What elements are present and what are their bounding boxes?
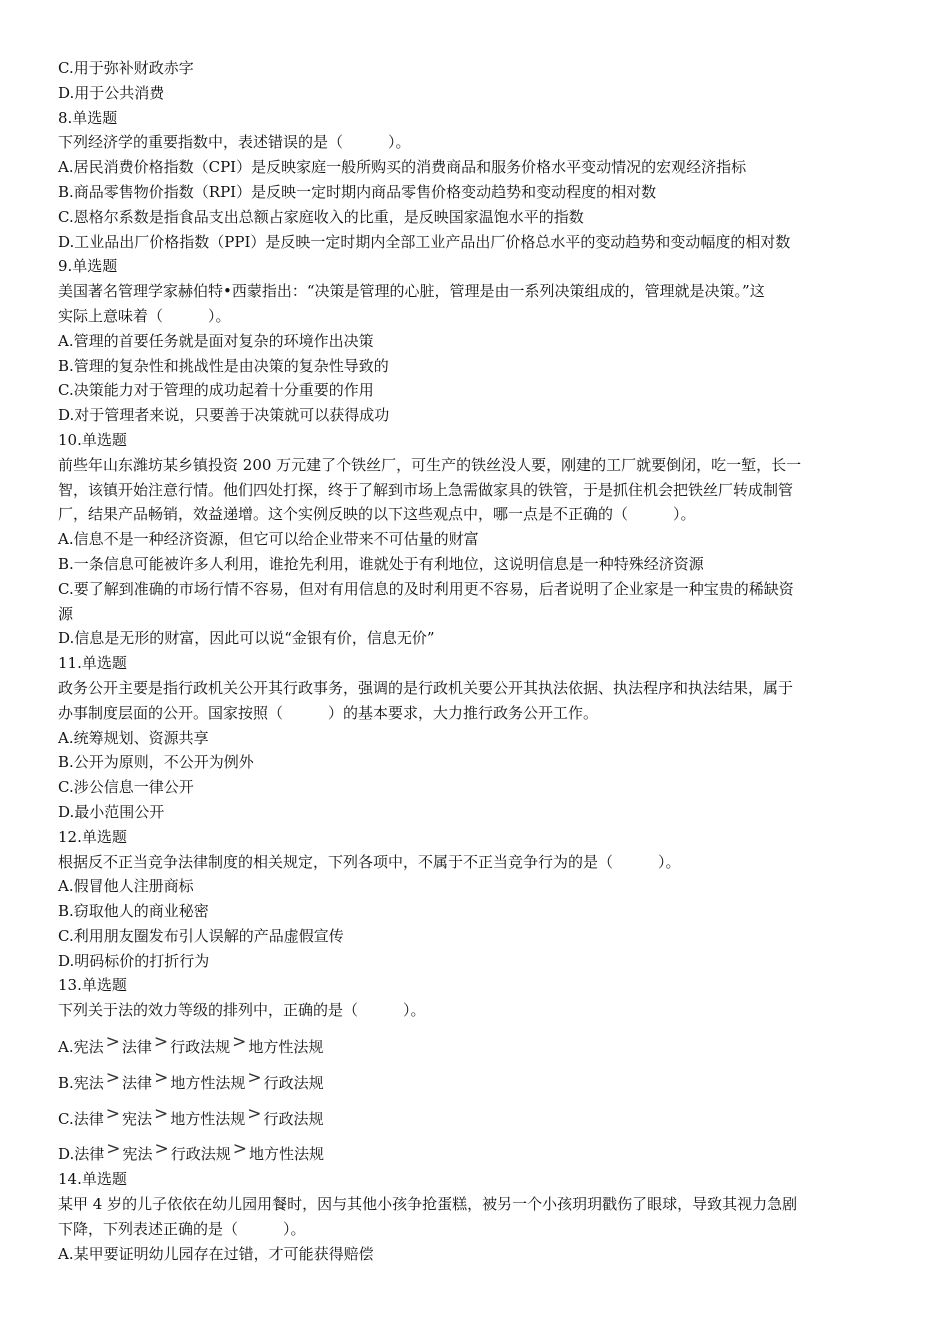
option-a: A.假冒他人注册商标 xyxy=(58,877,194,896)
question-header: 8.单选题 xyxy=(58,108,118,127)
option-b: B.管理的复杂性和挑战性是由决策的复杂性导致的 xyxy=(58,356,389,375)
option-d: D.信息是无形的财富，因此可以说“金银有价，信息无价” xyxy=(58,629,435,648)
option-c: C.利用朋友圈发布引人误解的产品虚假宣传 xyxy=(58,926,344,945)
greater-than-symbol: > xyxy=(154,1139,169,1160)
question-13 xyxy=(58,973,888,1167)
option-c-line-2: 源 xyxy=(58,604,74,623)
question-header: 11.单选题 xyxy=(58,654,127,673)
greater-than-symbol: > xyxy=(105,1103,120,1124)
question-12 xyxy=(58,825,888,974)
option-term: 宪法 xyxy=(122,1145,153,1164)
option-term: 宪法 xyxy=(121,1109,152,1128)
option-term: 地方性法规 xyxy=(170,1073,246,1092)
option-term: D.法律 xyxy=(58,1145,105,1164)
option-term: 地方性法规 xyxy=(249,1145,325,1164)
option-d: D.对于管理者来说，只要善于决策就可以获得成功 xyxy=(58,406,390,425)
question-10 xyxy=(58,428,888,651)
question-stem: 下列关于法的效力等级的排列中，正确的是（ ）。 xyxy=(58,1001,426,1020)
option-c xyxy=(58,1103,888,1132)
question-header: 14.单选题 xyxy=(58,1170,127,1189)
greater-than-symbol: > xyxy=(105,1067,121,1088)
option-d: D.用于公共消费 xyxy=(58,83,165,102)
greater-than-symbol: > xyxy=(105,1032,120,1053)
greater-than-symbol: > xyxy=(153,1103,169,1124)
option-term: 地方性法规 xyxy=(170,1109,246,1128)
greater-than-symbol: > xyxy=(232,1032,247,1053)
greater-than-symbol: > xyxy=(154,1067,169,1088)
option-d xyxy=(58,1139,888,1167)
question-header: 10.单选题 xyxy=(58,430,127,449)
greater-than-symbol: > xyxy=(247,1067,262,1088)
option-term: B.宪法 xyxy=(58,1073,104,1092)
option-a: A.管理的首要任务就是面对复杂的环境作出决策 xyxy=(58,331,374,350)
option-b: B.一条信息可能被许多人利用，谁抢先利用，谁就处于有利地位，这说明信息是一种特殊经济资源 xyxy=(58,554,704,573)
option-c: C.涉公信息一律公开 xyxy=(58,778,194,797)
greater-than-symbol: > xyxy=(247,1103,262,1124)
question-header: 13.单选题 xyxy=(58,976,127,995)
question-stem-line-1: 前些年山东潍坊某乡镇投资 200 万元建了个铁丝厂，可生产的铁丝没人要，刚建的工厂就要倒闭，吃一堑，长一 xyxy=(58,455,802,474)
question-stem-line-3: 厂，结果产品畅销，效益递增。这个实例反映的以下这些观点中，哪一点是不正确的（ ）。 xyxy=(58,505,696,524)
option-term: 行政法规 xyxy=(263,1073,324,1092)
option-c-line-1: C.要了解到准确的市场行情不容易，但对有用信息的及时利用更不容易，后者说明了企业家是一种宝贵的稀缺资 xyxy=(58,579,794,598)
option-term: 法律 xyxy=(122,1073,153,1092)
question-14 xyxy=(58,1167,888,1266)
option-term: A.宪法 xyxy=(58,1038,104,1057)
question-stem-line-2: 办事制度层面的公开。国家按照（ ）的基本要求，大力推行政务公开工作。 xyxy=(58,703,599,722)
option-term: 行政法规 xyxy=(170,1145,231,1164)
question-header: 9.单选题 xyxy=(58,257,118,276)
option-d: D.明码标价的打折行为 xyxy=(58,951,210,970)
option-a: A.信息不是一种经济资源，但它可以给企业带来不可估量的财富 xyxy=(58,530,479,549)
question-stem-line-2: 实际上意味着（ ）。 xyxy=(58,306,231,325)
option-c: C.决策能力对于管理的成功起着十分重要的作用 xyxy=(58,381,374,400)
option-b xyxy=(58,1067,888,1096)
option-term: 行政法规 xyxy=(263,1109,324,1128)
question-stem-line-1: 美国著名管理学家赫伯特•西蒙指出：“决策是管理的心脏，管理是由一系列决策组成的，管理就是决策。”这 xyxy=(58,282,765,301)
greater-than-symbol: > xyxy=(232,1139,248,1160)
question-stem: 下列经济学的重要指数中，表述错误的是（ ）。 xyxy=(58,133,411,152)
question-stem-line-1: 某甲 4 岁的儿子依依在幼儿园用餐时，因与其他小孩争抢蛋糕，被另一个小孩玥玥戳伤了眼球，导致其视力急剧 xyxy=(58,1195,798,1214)
option-term: C.法律 xyxy=(58,1109,104,1128)
option-d: D.工业品出厂价格指数（PPI）是反映一定时期内全部工业产品出厂价格总水平的变动趋势和变动幅度的相对数 xyxy=(58,232,791,251)
option-term: 地方性法规 xyxy=(248,1038,324,1057)
option-term: 行政法规 xyxy=(170,1038,231,1057)
question-stem-line-2: 下降，下列表述正确的是（ ）。 xyxy=(58,1219,306,1238)
option-a: A.某甲要证明幼儿园存在过错，才可能获得赔偿 xyxy=(58,1244,374,1263)
question-header: 12.单选题 xyxy=(58,827,127,846)
greater-than-symbol: > xyxy=(153,1032,169,1053)
question-stem: 根据反不正当竞争法律制度的相关规定，下列各项中，不属于不正当竞争行为的是（ ）。 xyxy=(58,852,681,871)
question-8 xyxy=(58,106,888,255)
option-d: D.最小范围公开 xyxy=(58,802,165,821)
option-c: C.恩格尔系数是指食品支出总额占家庭收入的比重，是反映国家温饱水平的指数 xyxy=(58,207,584,226)
option-b: B.商品零售物价指数（RPI）是反映一定时期内商品零售价格变动趋势和变动程度的相对数 xyxy=(58,182,657,201)
question-9 xyxy=(58,254,888,428)
question-stem-line-2: 智，该镇开始注意行情。他们四处打探，终于了解到市场上急需做家具的铁管，于是抓住机会把铁丝厂转成制管 xyxy=(58,480,794,499)
option-a: A.统筹规划、资源共享 xyxy=(58,728,209,747)
option-a xyxy=(58,1032,888,1060)
question-stem-line-1: 政务公开主要是指行政机关公开其行政事务，强调的是行政机关要公开其执法依据、执法程序和执法结果，属于 xyxy=(58,678,794,697)
option-term: 法律 xyxy=(121,1038,152,1057)
greater-than-symbol: > xyxy=(106,1139,121,1160)
option-b: B.窃取他人的商业秘密 xyxy=(58,902,209,921)
option-a: A.居民消费价格指数（CPI）是反映家庭一般所购买的消费商品和服务价格水平变动情况的宏观经济指标 xyxy=(58,158,747,177)
option-c: C.用于弥补财政赤字 xyxy=(58,59,194,77)
option-b: B.公开为原则，不公开为例外 xyxy=(58,753,254,772)
question-11 xyxy=(58,651,888,825)
question-list xyxy=(58,56,888,1266)
